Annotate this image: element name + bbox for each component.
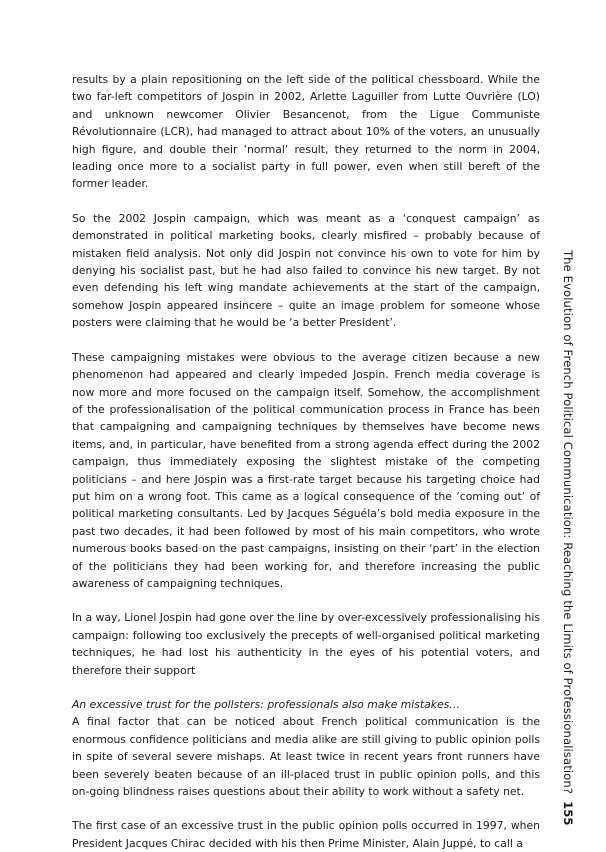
paragraph-4: In a way, Lionel Jospin had gone over the line by over-excessively professionalising his campaign: following too exclusively the precepts of well-organised political marketing techniques, he had lost his authenticity in the eyes of his potential voters, and therefore their support <box>72 611 540 677</box>
body-text <box>72 71 540 852</box>
running-title: The Evolution of French Political Communication: Reaching the Limits of Professionalisation? <box>561 250 575 795</box>
section-subheading: An excessive trust for the pollsters: professionals also make mistakes… <box>72 698 461 711</box>
paragraph-5: A final factor that can be noticed about French political communication is the enormous confidence politicians and media alike are still giving to public opinion polls in spite of several severe mishaps. At least twice in recent years front runners have been severely beaten because of an ill-placed trust in public opinion polls, and this on-going blindness raises questions about their ability to work without a safety net. <box>72 715 540 799</box>
paragraph-6: The first case of an excessive trust in the public opinion polls occurred in 1997, when President Jacques Chirac decided with his then Prime Minister, Alain Juppé, to call a <box>72 819 540 850</box>
paragraph-3: These campaigning mistakes were obvious to the average citizen because a new phenomenon had appeared and clearly impeded Jospin. French media coverage is now more and more focused on the campaign itself. Somehow, the accomplishment of the professionalisation of the political communication process in France has been that campaigning and campaigning techniques by themselves have become news items, and, in particular, have benefited from a strong agenda effect during the 2002 campaign, thus immediately exposing the slightest mistake of the competing politicians – and here Jospin was a first-rate target because his targeting choice had put him on a wrong foot. This came as a logical consequence of the ‘coming out’ of political marketing consultants. Led by Jacques Séguéla’s bold media exposure in the past two decades, it had been followed by most of his main competitors, who wrote numerous books based on the past campaigns, insisting on their ‘part’ in the election of the politicians they had been working for, and therefore increasing the public awareness of campaigning techniques. <box>72 350 540 590</box>
running-head <box>558 250 578 826</box>
paragraph-2: So the 2002 Jospin campaign, which was meant as a ‘conquest campaign’ as demonstrated in political marketing books, clearly misfired – probably because of mistaken field analysis. Not only did Jospin not convince his own to vote for him by denying his socialist past, but he had also failed to convince his new target. By not even defending his left wing mandate achievements at the start of the campaign, somehow Jospin appeared insincere – quite an image problem for someone whose posters were claiming that he would be ‘a better President’. <box>72 211 540 330</box>
paragraph-1: results by a plain repositioning on the left side of the political chessboard. While the two far-left competitors of Jospin in 2002, Arlette Laguiller from Lutte Ouvrière (LO) and unknown newcomer Olivier Besancenot, from the Ligue Communiste Révolutionnaire (LCR), had managed to attract about 10% of the voters, an unusually high figure, and double their ‘normal’ result, they returned to the norm in 2004, leading once more to a socialist party in full power, even when still bereft of the former leader. <box>72 73 540 191</box>
running-head-text <box>558 250 578 826</box>
page-number: 155 <box>561 801 575 826</box>
